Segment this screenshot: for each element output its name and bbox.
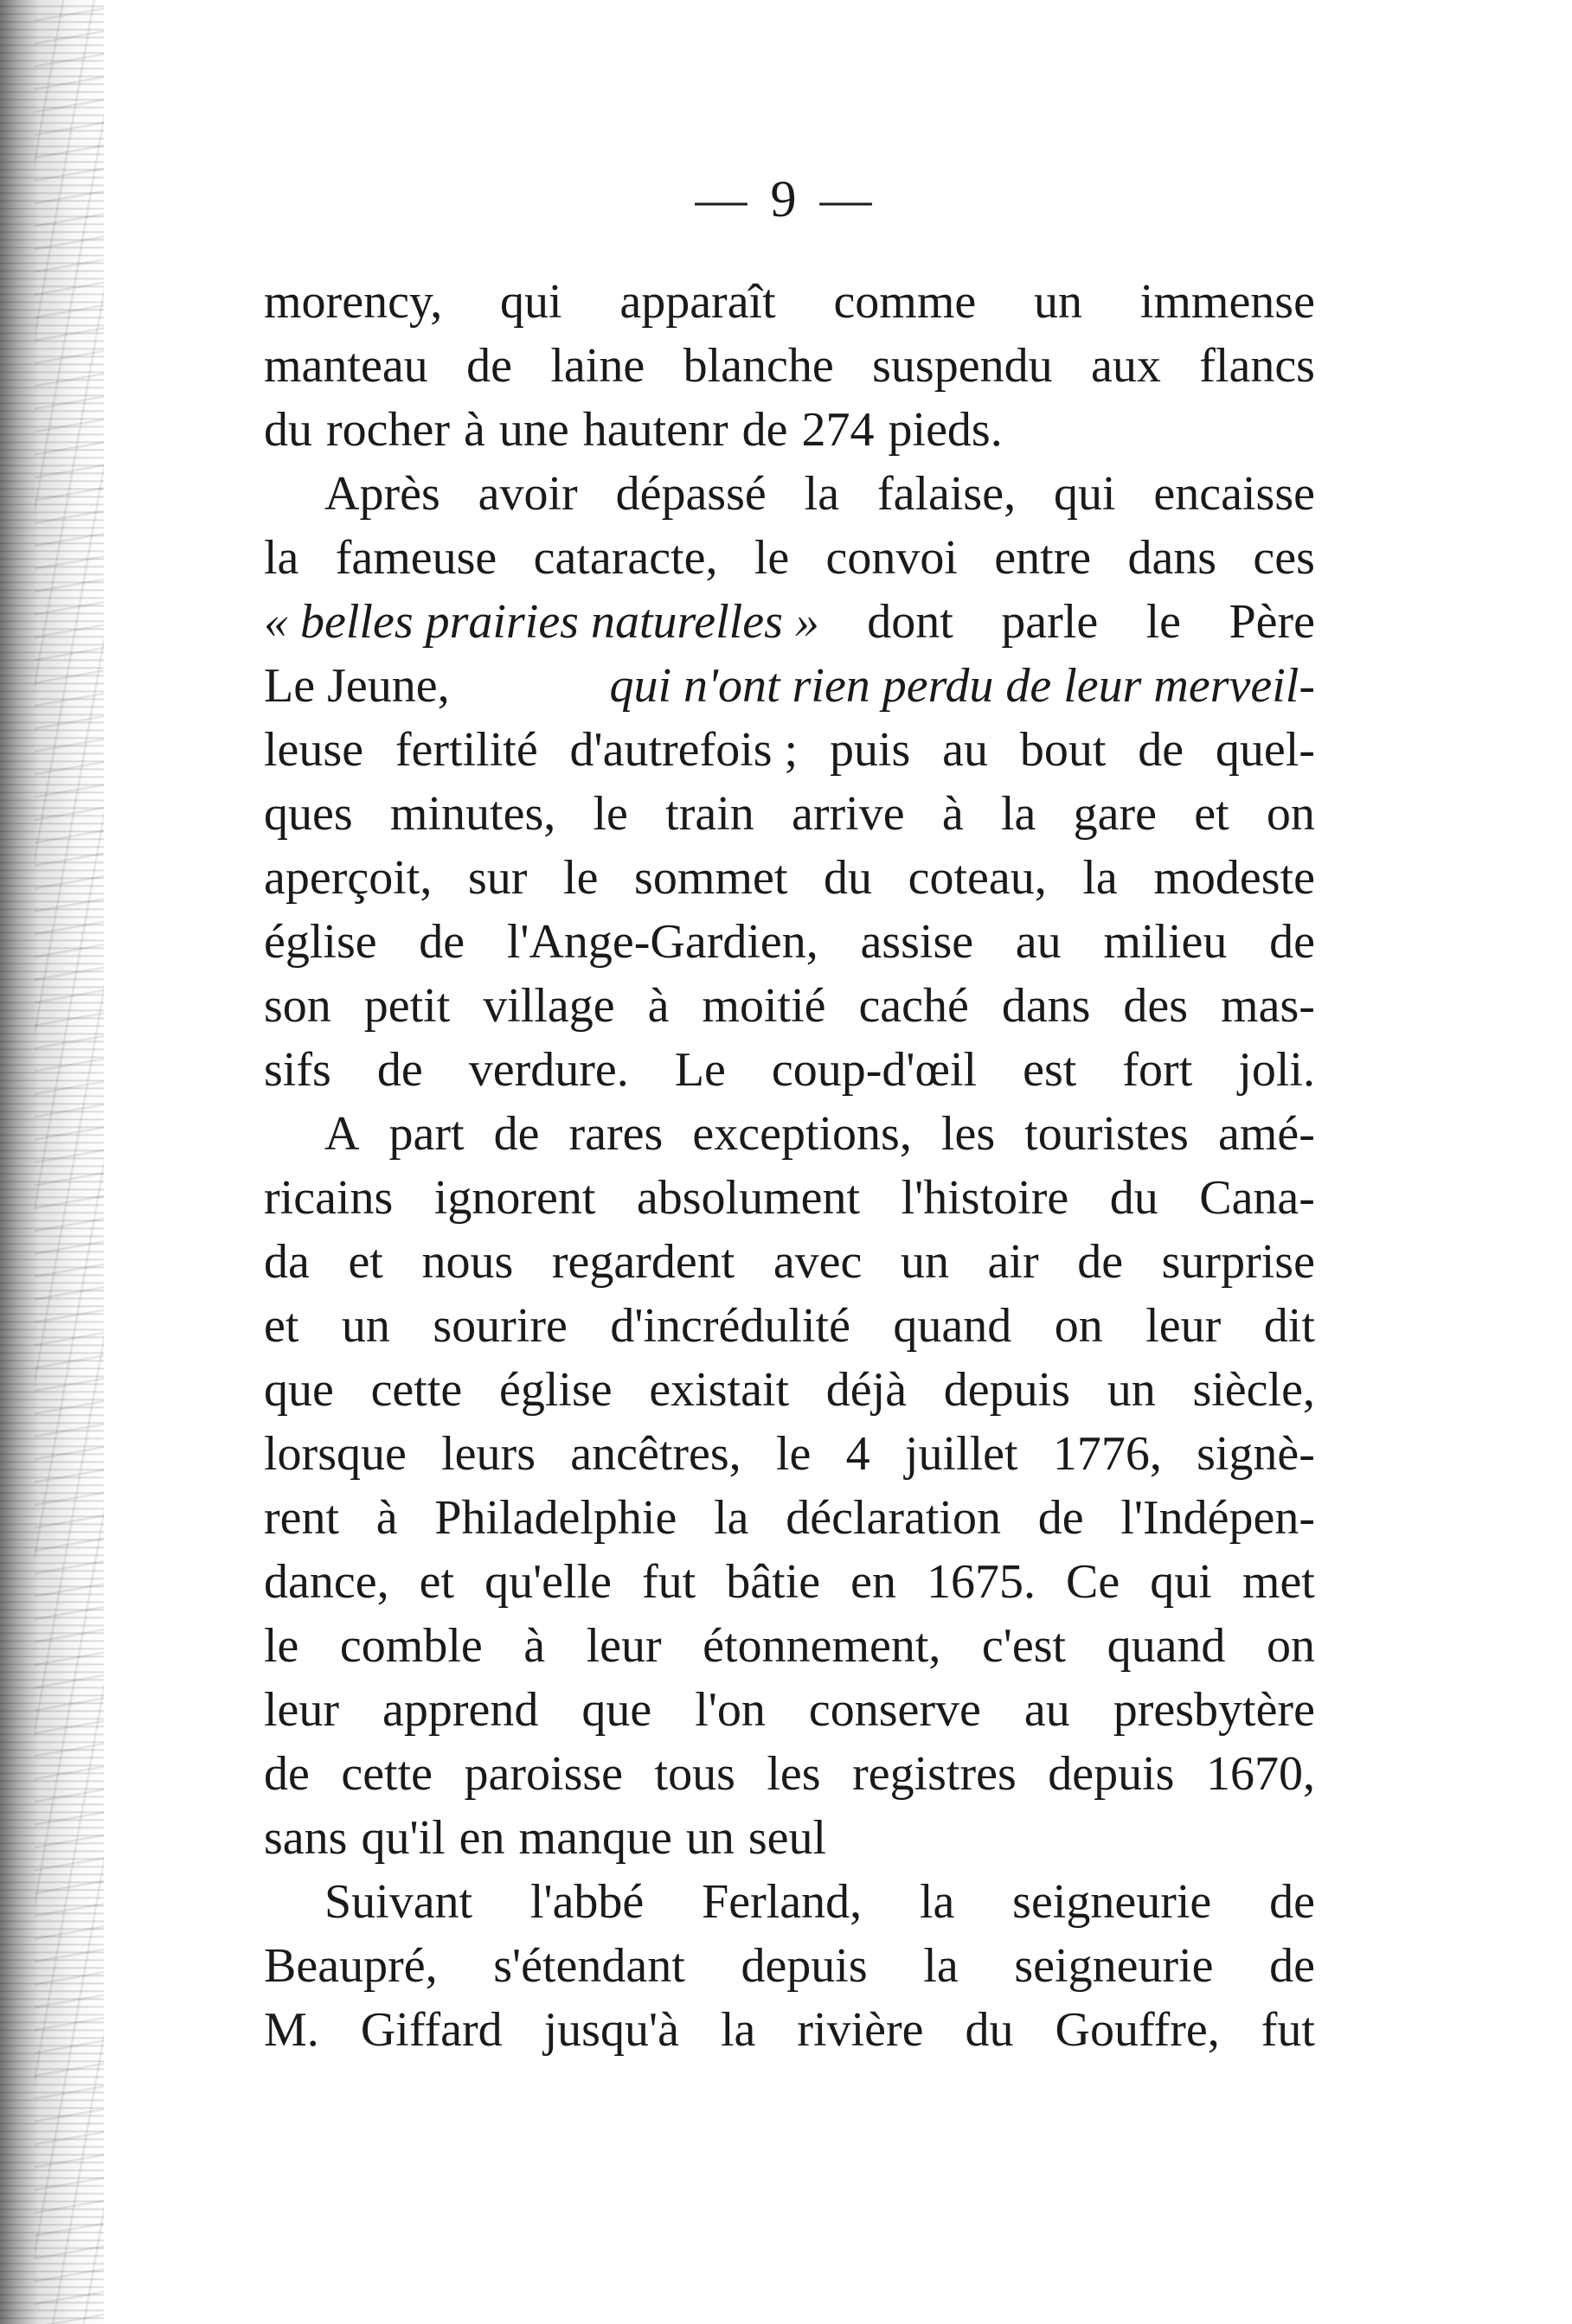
word: seigneurie	[1014, 1939, 1214, 1993]
text-line	[264, 1742, 1315, 1806]
word: aux	[1090, 339, 1161, 393]
text-line	[264, 1294, 1315, 1358]
word: met	[1242, 1555, 1315, 1609]
word: A	[324, 1107, 360, 1161]
word: quand	[1107, 1619, 1226, 1673]
word: milieu	[1103, 915, 1228, 969]
word: au	[1023, 1683, 1070, 1737]
word: blanche	[683, 339, 834, 393]
word: un	[341, 1299, 390, 1353]
text-line	[264, 1998, 1315, 2062]
word: de	[466, 339, 512, 393]
word: s'étendant	[493, 1939, 685, 1993]
word: verdure.	[468, 1043, 629, 1097]
word: Père	[1229, 595, 1315, 649]
word: regardent	[551, 1235, 735, 1289]
word: dont	[867, 595, 953, 649]
word: M.	[264, 2003, 319, 2057]
word: un	[1034, 275, 1083, 329]
word: qu'elle	[484, 1555, 612, 1609]
text-line	[264, 526, 1315, 590]
word: fertilité	[395, 723, 538, 777]
word: du	[823, 851, 872, 905]
text-line	[264, 270, 1315, 334]
word: église	[264, 915, 377, 969]
word: existait	[649, 1363, 790, 1417]
word: à	[647, 979, 670, 1033]
word: l'on	[695, 1683, 766, 1737]
text-line	[264, 910, 1315, 974]
word: conserve	[808, 1683, 981, 1737]
word: morency,	[264, 275, 443, 329]
word: le	[563, 851, 599, 905]
word: étonnement,	[703, 1619, 941, 1673]
word: la	[264, 531, 299, 585]
text-line	[264, 462, 1315, 526]
text-line	[264, 1166, 1315, 1230]
word: leur	[264, 1683, 340, 1737]
word: manteau	[264, 339, 428, 393]
word: ancêtres,	[570, 1427, 741, 1481]
word: Après	[324, 467, 440, 521]
word: est	[1023, 1043, 1077, 1097]
word: un	[1107, 1363, 1156, 1417]
word: dance,	[264, 1555, 389, 1609]
word: un	[900, 1235, 949, 1289]
word: les	[940, 1107, 996, 1161]
word: de	[1077, 1235, 1124, 1289]
word: convoi	[825, 531, 958, 585]
text-line	[264, 718, 1315, 782]
word: que	[264, 1363, 334, 1417]
word: en	[850, 1555, 896, 1609]
word: ricains	[264, 1171, 394, 1225]
word: de	[1269, 915, 1315, 969]
text-line	[264, 1230, 1315, 1294]
word: de	[1269, 1875, 1315, 1929]
word: la	[714, 1491, 749, 1545]
word: tous	[654, 1747, 735, 1801]
word: arrive	[792, 787, 905, 841]
word: encaisse	[1153, 467, 1315, 521]
word: avec	[773, 1235, 863, 1289]
word: cataracte,	[533, 531, 718, 585]
word: depuis	[943, 1363, 1071, 1417]
word: d'autrefois ;	[569, 723, 799, 777]
word: le	[754, 531, 790, 585]
word: comme	[833, 275, 977, 329]
word: amé-	[1217, 1107, 1315, 1161]
text-line	[264, 334, 1315, 398]
word: part	[388, 1107, 465, 1161]
word: d'incrédulité	[610, 1299, 850, 1353]
word: dans	[1127, 531, 1217, 585]
word: qu'il	[361, 1811, 446, 1865]
text-line	[264, 1486, 1315, 1550]
word: Le	[674, 1043, 726, 1097]
word: de	[419, 915, 465, 969]
word: jusqu'à	[543, 2003, 679, 2057]
text-line	[264, 590, 1315, 654]
word: gare	[1073, 787, 1157, 841]
word: l'Ange-Gardien,	[506, 915, 818, 969]
word: falaise,	[876, 467, 1017, 521]
word: la	[923, 1939, 959, 1993]
scan-gutter-noise	[35, 0, 104, 2324]
word: un	[685, 1811, 735, 1865]
word: sourire	[433, 1299, 568, 1353]
word: Beaupré,	[264, 1939, 438, 1993]
word: du	[1109, 1171, 1158, 1225]
word: au	[1015, 915, 1062, 969]
word: de	[1037, 1491, 1084, 1545]
word: apprend	[382, 1683, 539, 1737]
word: Suivant	[324, 1875, 473, 1929]
word: assise	[860, 915, 974, 969]
word: quand	[893, 1299, 1012, 1353]
word: surprise	[1161, 1235, 1315, 1289]
word: à	[375, 1491, 398, 1545]
text-line	[264, 846, 1315, 910]
word: qui	[1053, 467, 1116, 521]
word: déclaration	[786, 1491, 1001, 1545]
word: Le Jeune,	[264, 659, 450, 713]
word: une	[498, 403, 569, 457]
word: juillet	[904, 1427, 1018, 1481]
text-line	[264, 1102, 1315, 1166]
word: coup-d'œil	[771, 1043, 978, 1097]
word: sur	[467, 851, 528, 905]
word: le	[264, 1619, 299, 1673]
text-line	[264, 782, 1315, 846]
text-line	[264, 1870, 1315, 1934]
word: avoir	[478, 467, 578, 521]
word: sans	[264, 1811, 348, 1865]
word: bâtie	[726, 1555, 821, 1609]
word: cette	[341, 1747, 433, 1801]
word: du	[264, 403, 312, 457]
word: laine	[550, 339, 645, 393]
word: Cana-	[1199, 1171, 1315, 1225]
word: leur	[1145, 1299, 1222, 1353]
word: da	[264, 1235, 310, 1289]
word: l'abbé	[529, 1875, 645, 1929]
word: son	[264, 979, 331, 1033]
word: en	[459, 1811, 505, 1865]
word: ces	[1253, 531, 1315, 585]
word: minutes,	[389, 787, 556, 841]
word: parle	[1001, 595, 1099, 649]
word: depuis	[1048, 1747, 1175, 1801]
word: caché	[858, 979, 969, 1033]
text-line	[264, 1422, 1315, 1486]
word: train	[665, 787, 754, 841]
word: 4	[845, 1427, 870, 1481]
word: les	[767, 1747, 821, 1801]
word: et	[348, 1235, 383, 1289]
word: rares	[568, 1107, 664, 1161]
word: aperçoit,	[264, 851, 433, 905]
word: la	[919, 1875, 955, 1929]
word: flancs	[1199, 339, 1315, 393]
word: église	[498, 1363, 613, 1417]
word: exceptions,	[692, 1107, 912, 1161]
word: mas-	[1221, 979, 1315, 1033]
word: au	[942, 723, 988, 777]
word: sommet	[634, 851, 788, 905]
word: immense	[1139, 275, 1315, 329]
word: fort	[1122, 1043, 1193, 1097]
word: seul	[748, 1811, 827, 1865]
word: on	[1266, 1619, 1315, 1673]
word: depuis	[741, 1939, 868, 1993]
word: coteau,	[908, 851, 1047, 905]
text-line	[264, 1934, 1315, 1998]
word: à	[523, 1619, 546, 1673]
text-line	[264, 974, 1315, 1038]
word: fut	[642, 1555, 696, 1609]
word: qui	[500, 275, 562, 329]
word: du	[965, 2003, 1014, 2057]
word: et	[419, 1555, 455, 1609]
word: Gouffre,	[1055, 2003, 1220, 2057]
word: on	[1054, 1299, 1103, 1353]
word: dans	[1001, 979, 1091, 1033]
word: seigneurie	[1012, 1875, 1212, 1929]
word: de	[264, 1747, 310, 1801]
page-number: — 9 —	[695, 170, 877, 227]
word: lorsque	[264, 1427, 407, 1481]
word: le	[1145, 595, 1182, 649]
text-line	[264, 1550, 1315, 1614]
word: de	[741, 403, 788, 457]
word: des	[1123, 979, 1189, 1033]
word: ques	[264, 787, 353, 841]
body-text	[264, 270, 1315, 2062]
word: siècle,	[1192, 1363, 1315, 1417]
word: village	[483, 979, 615, 1033]
word: cette	[370, 1363, 463, 1417]
word: qui	[1150, 1555, 1212, 1609]
word: la	[804, 467, 840, 521]
word: rivière	[797, 2003, 924, 2057]
word: le	[775, 1427, 812, 1481]
text-line	[264, 1806, 1315, 1870]
word: registres	[852, 1747, 1017, 1801]
word: pieds.	[888, 403, 1003, 457]
word: joli.	[1238, 1043, 1315, 1097]
word: absolument	[636, 1171, 861, 1225]
word: bout	[1019, 723, 1107, 777]
word: de	[1269, 1939, 1315, 1993]
word: « belles prairies naturelles »	[264, 595, 819, 649]
text-line	[264, 1038, 1315, 1102]
word: fut	[1261, 2003, 1315, 2057]
word: manque	[518, 1811, 672, 1865]
word: signè-	[1197, 1427, 1315, 1481]
word: que	[581, 1683, 652, 1737]
word: 1675.	[927, 1555, 1036, 1609]
word: paroisse	[464, 1747, 624, 1801]
word: rent	[264, 1491, 340, 1545]
word: fameuse	[335, 531, 497, 585]
word: et	[264, 1299, 299, 1353]
word: à	[941, 787, 964, 841]
word: à	[464, 403, 485, 457]
word: Ferland,	[702, 1875, 863, 1929]
text-line	[264, 398, 1315, 462]
word: la	[1082, 851, 1118, 905]
word: puis	[829, 723, 911, 777]
word: leuse	[264, 723, 364, 777]
word: c'est	[981, 1619, 1067, 1673]
word: 1776,	[1052, 1427, 1162, 1481]
word: suspendu	[872, 339, 1053, 393]
word: la	[720, 2003, 756, 2057]
word: dépassé	[615, 467, 767, 521]
text-line	[264, 1614, 1315, 1678]
word: ignorent	[433, 1171, 596, 1225]
word: quel-	[1215, 723, 1315, 777]
word: Giffard	[360, 2003, 503, 2057]
word: hautenr	[582, 403, 728, 457]
word: petit	[363, 979, 451, 1033]
word: rocher	[326, 403, 451, 457]
word: moitié	[702, 979, 826, 1033]
word: leur	[586, 1619, 662, 1673]
word: de	[376, 1043, 423, 1097]
word: l'histoire	[901, 1171, 1069, 1225]
word: modeste	[1153, 851, 1315, 905]
word: de	[493, 1107, 540, 1161]
word: déjà	[825, 1363, 908, 1417]
word: on	[1266, 787, 1315, 841]
word: Ce	[1066, 1555, 1120, 1609]
word: nous	[421, 1235, 514, 1289]
word: qui n'ont rien perdu de leur merveil-	[609, 659, 1315, 713]
word: la	[1000, 787, 1036, 841]
word: air	[987, 1235, 1039, 1289]
word: le	[593, 787, 628, 841]
word: entre	[994, 531, 1092, 585]
word: l'Indépen-	[1120, 1491, 1315, 1545]
word: sifs	[264, 1043, 331, 1097]
word: apparaît	[619, 275, 776, 329]
text-line	[264, 1678, 1315, 1742]
word: Philadelphie	[434, 1491, 677, 1545]
word: et	[1194, 787, 1229, 841]
text-line	[264, 1358, 1315, 1422]
word: comble	[339, 1619, 483, 1673]
text-line	[264, 654, 1315, 718]
word: presbytère	[1113, 1683, 1315, 1737]
word: de	[1138, 723, 1184, 777]
word: leurs	[441, 1427, 536, 1481]
word: 1670,	[1205, 1747, 1315, 1801]
word: dit	[1263, 1299, 1315, 1353]
word: touristes	[1024, 1107, 1189, 1161]
word: 274	[801, 403, 875, 457]
